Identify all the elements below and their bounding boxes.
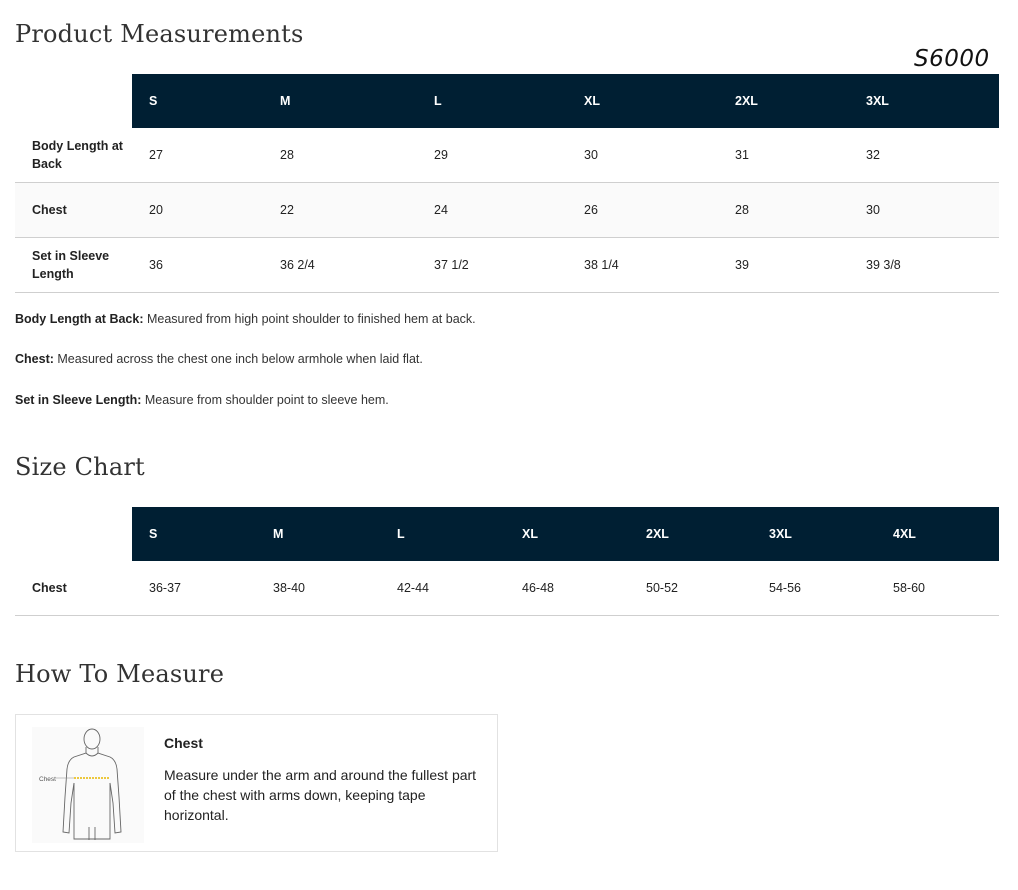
table-cell: 37 1/2	[434, 258, 469, 272]
row-label: Set in Sleeve Length	[32, 249, 110, 281]
table-row	[15, 561, 999, 616]
size-header: M	[280, 94, 291, 108]
table-cell: 28	[735, 203, 749, 217]
row-values	[132, 258, 999, 272]
size-header: 4XL	[893, 527, 916, 541]
table-cell: 22	[280, 203, 294, 217]
note-term: Chest:	[15, 352, 54, 366]
size-header: 3XL	[769, 527, 792, 541]
product-measurements-title: Product Measurements	[15, 20, 304, 48]
table-cell: 46-48	[522, 581, 554, 595]
table-cell: 29	[434, 148, 448, 162]
size-header: 3XL	[866, 94, 889, 108]
torso-illustration-icon	[32, 727, 144, 843]
row-values	[132, 148, 999, 162]
table-cell: 58-60	[893, 581, 925, 595]
row-label: Chest	[32, 581, 67, 595]
table-cell: 24	[434, 203, 448, 217]
measurement-note	[15, 352, 423, 366]
size-header: M	[273, 527, 284, 541]
table-cell: 36 2/4	[280, 258, 315, 272]
size-header: XL	[584, 94, 600, 108]
size-header: XL	[522, 527, 538, 541]
table-cell: 38-40	[273, 581, 305, 595]
how-to-measure-title: How To Measure	[15, 660, 225, 688]
measurement-note	[15, 312, 476, 326]
measure-card-heading: Chest	[164, 735, 203, 751]
table-row	[15, 238, 999, 293]
size-header-band	[132, 507, 999, 561]
table-cell: 38 1/4	[584, 258, 619, 272]
size-chart-title: Size Chart	[15, 453, 145, 481]
note-term: Body Length at Back:	[15, 312, 144, 326]
table-cell: 31	[735, 148, 749, 162]
size-header: 2XL	[735, 94, 758, 108]
size-header: S	[149, 527, 158, 541]
table-cell: 30	[584, 148, 598, 162]
table-cell: 36	[149, 258, 163, 272]
style-code: S6000	[914, 46, 990, 72]
note-term: Set in Sleeve Length:	[15, 393, 142, 407]
table-cell: 30	[866, 203, 880, 217]
note-text: Measured from high point shoulder to finished hem at back.	[143, 312, 476, 326]
table-cell: 39 3/8	[866, 258, 901, 272]
table-header-row	[15, 74, 999, 128]
measure-card	[15, 714, 498, 852]
row-label: Body Length at Back	[32, 139, 123, 171]
measure-card-text: Measure under the arm and around the fullest part of the chest with arms down, keeping tape horizontal.	[164, 767, 477, 823]
size-header: L	[397, 527, 405, 541]
size-header: S	[149, 94, 158, 108]
table-cell: 26	[584, 203, 598, 217]
size-chart-table	[15, 507, 999, 616]
note-text: Measure from shoulder point to sleeve hem.	[141, 393, 389, 407]
row-values	[132, 581, 999, 595]
row-values	[132, 203, 999, 217]
table-cell: 20	[149, 203, 163, 217]
measurement-note	[15, 393, 389, 407]
size-header-band	[132, 74, 999, 128]
note-text: Measured across the chest one inch below armhole when laid flat.	[53, 352, 423, 366]
table-cell: 42-44	[397, 581, 429, 595]
chest-measure-figure	[32, 727, 144, 843]
table-header-row	[15, 507, 999, 561]
size-header: L	[434, 94, 442, 108]
table-cell: 32	[866, 148, 880, 162]
table-row	[15, 183, 999, 238]
row-label: Chest	[32, 203, 67, 217]
table-cell: 54-56	[769, 581, 801, 595]
table-cell: 50-52	[646, 581, 678, 595]
product-measurements-table	[15, 74, 999, 293]
size-header: 2XL	[646, 527, 669, 541]
table-cell: 28	[280, 148, 294, 162]
table-row	[15, 128, 999, 183]
table-cell: 39	[735, 258, 749, 272]
figure-label: Chest	[39, 776, 56, 783]
table-cell: 27	[149, 148, 163, 162]
table-cell: 36-37	[149, 581, 181, 595]
